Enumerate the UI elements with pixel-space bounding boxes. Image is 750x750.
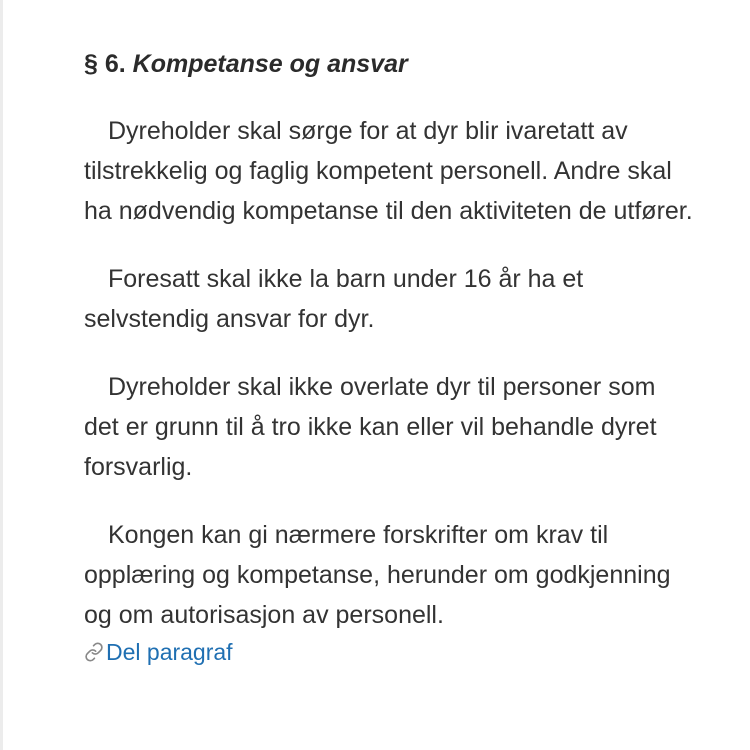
paragraph-3: Dyreholder skal ikke overlate dyr til personer som det er grunn til å tro ikke kan eller vil behandle dyret forsvarlig. bbox=[84, 373, 657, 481]
share-paragraph-link[interactable] bbox=[84, 635, 233, 669]
section-heading bbox=[84, 44, 694, 84]
paragraph-2: Foresatt skal ikke la barn under 16 år ha et selvstendig ansvar for dyr. bbox=[84, 265, 584, 333]
left-border bbox=[0, 0, 3, 750]
law-section bbox=[84, 44, 694, 669]
section-title: Kompetanse og ansvar bbox=[132, 50, 408, 78]
section-number: § 6. bbox=[84, 50, 126, 78]
paragraph-1: Dyreholder skal sørge for at dyr blir ivaretatt av tilstrekkelig og faglig kompetent personell. Andre skal ha nødvendig kompetanse til den aktiviteten de utfører. bbox=[84, 117, 693, 225]
share-paragraph-label: Del paragraf bbox=[106, 639, 233, 665]
link-icon bbox=[84, 642, 104, 662]
paragraph-4: Kongen kan gi nærmere forskrifter om krav til opplæring og kompetanse, herunder om godkjenning og om autorisasjon av personell. bbox=[84, 521, 671, 629]
